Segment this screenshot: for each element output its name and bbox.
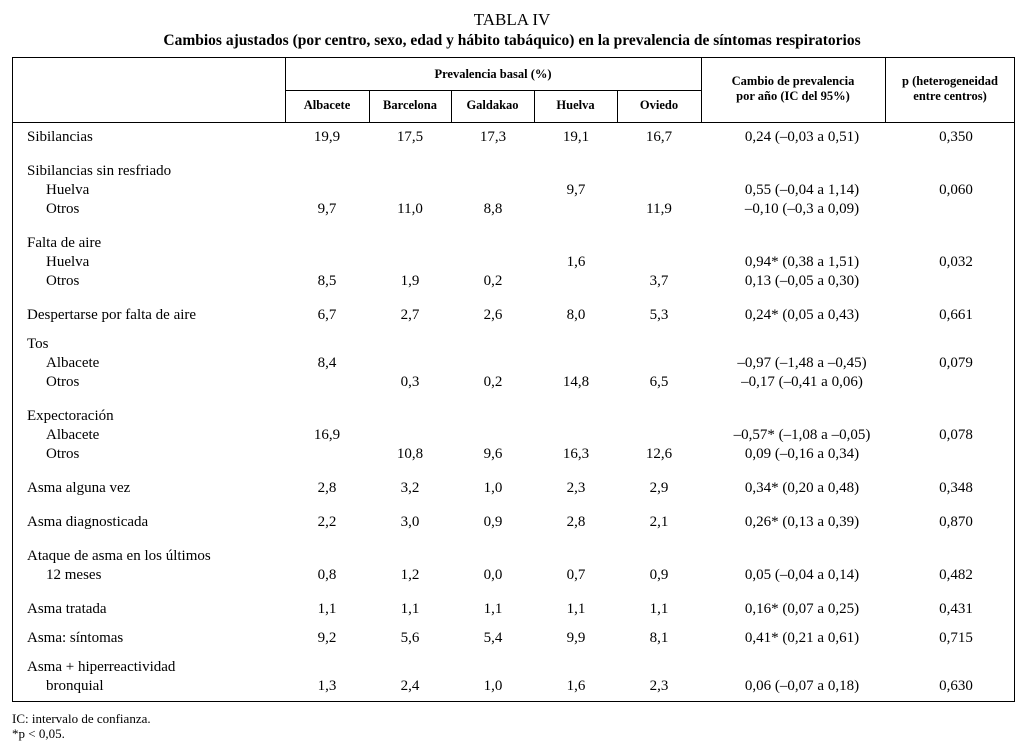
cell-change: –0,57* (–1,08 a –0,05) <box>733 427 871 443</box>
cell-huelva: 1,6 <box>566 254 586 270</box>
row-sublabel: Otros <box>46 201 80 217</box>
cell-p-value: 0,482 <box>939 567 973 583</box>
cell-barcelona: 3,2 <box>400 480 420 496</box>
cell-albacete: 8,4 <box>317 355 337 371</box>
cell-change: 0,24 (–0,03 a 0,51) <box>744 129 860 145</box>
cell-barcelona: 2,7 <box>400 307 420 323</box>
row-label: Asma tratada <box>27 601 107 617</box>
cell-albacete: 6,7 <box>317 307 337 323</box>
cell-change: 0,26* (0,13 a 0,39) <box>744 514 860 530</box>
header-galdakao: Galdakao <box>466 98 519 112</box>
header-p-line1: p (heterogeneidad <box>902 74 998 88</box>
cell-galdakao: 0,9 <box>483 514 503 530</box>
row-sublabel: bronquial <box>46 678 104 694</box>
cell-galdakao: 17,3 <box>479 129 507 145</box>
cell-oviedo: 12,6 <box>645 446 673 462</box>
cell-barcelona: 11,0 <box>397 201 423 217</box>
cell-barcelona: 17,5 <box>396 129 424 145</box>
row-label: Despertarse por falta de aire <box>27 307 197 323</box>
cell-change: 0,34* (0,20 a 0,48) <box>744 480 860 496</box>
cell-barcelona: 1,2 <box>400 567 420 583</box>
cell-barcelona: 1,1 <box>400 601 420 617</box>
footnote-p: *p < 0,05. <box>12 726 65 741</box>
cell-galdakao: 1,0 <box>483 480 503 496</box>
header-albacete: Albacete <box>303 98 351 112</box>
cell-galdakao: 0,2 <box>483 273 503 289</box>
cell-albacete: 0,8 <box>317 567 337 583</box>
cell-oviedo: 6,5 <box>649 374 669 390</box>
cell-p-value: 0,350 <box>939 129 973 145</box>
cell-albacete: 2,8 <box>317 480 337 496</box>
row-sublabel: Albacete <box>46 355 100 371</box>
cell-albacete: 9,7 <box>317 201 337 217</box>
cell-change: 0,09 (–0,16 a 0,34) <box>744 446 860 462</box>
cell-galdakao: 5,4 <box>483 630 503 646</box>
cell-albacete: 16,9 <box>313 427 341 443</box>
row-label: Asma diagnosticada <box>27 514 149 530</box>
row-sublabel: Huelva <box>46 182 90 198</box>
cell-p-value: 0,870 <box>939 514 973 530</box>
cell-p-value: 0,079 <box>939 355 973 371</box>
cell-oviedo: 11,9 <box>646 201 672 217</box>
cell-oviedo: 3,7 <box>649 273 669 289</box>
cell-p-value: 0,715 <box>939 630 973 646</box>
cell-albacete: 8,5 <box>317 273 337 289</box>
cell-huelva: 8,0 <box>566 307 586 323</box>
cell-huelva: 14,8 <box>562 374 590 390</box>
cell-huelva: 1,1 <box>566 601 586 617</box>
header-p-line2: entre centros) <box>913 89 987 103</box>
cell-change: –0,17 (–0,41 a 0,06) <box>741 374 863 390</box>
header-change-line1: Cambio de prevalencia <box>731 74 855 88</box>
cell-p-value: 0,078 <box>939 427 973 443</box>
cell-huelva: 1,6 <box>566 678 586 694</box>
cell-huelva: 2,8 <box>566 514 586 530</box>
table-subtitle: Cambios ajustados (por centro, sexo, edad y hábito tabáquico) en la prevalencia de síntomas respiratorios <box>163 32 861 49</box>
row-label: Expectoración <box>27 408 114 424</box>
footnote-ic: IC: intervalo de confianza. <box>12 711 151 726</box>
row-label: Sibilancias <box>27 129 93 145</box>
cell-oviedo: 1,1 <box>649 601 669 617</box>
cell-change: 0,13 (–0,05 a 0,30) <box>744 273 860 289</box>
cell-albacete: 19,9 <box>313 129 341 145</box>
row-label: Asma alguna vez <box>27 480 131 496</box>
row-sublabel: Otros <box>46 374 80 390</box>
cell-p-value: 0,630 <box>939 678 973 694</box>
cell-galdakao: 8,8 <box>483 201 503 217</box>
header-p <box>885 74 1015 104</box>
cell-change: 0,55 (–0,04 a 1,14) <box>744 182 860 198</box>
row-sublabel: Huelva <box>46 254 90 270</box>
cell-oviedo: 5,3 <box>649 307 669 323</box>
cell-galdakao: 1,1 <box>483 601 503 617</box>
cell-barcelona: 2,4 <box>400 678 420 694</box>
header-divider <box>285 90 701 91</box>
cell-galdakao: 0,2 <box>483 374 503 390</box>
cell-huelva: 16,3 <box>562 446 590 462</box>
cell-change: –0,10 (–0,3 a 0,09) <box>744 201 860 217</box>
header-oviedo: Oviedo <box>639 98 679 112</box>
cell-oviedo: 2,3 <box>649 678 669 694</box>
cell-oviedo: 2,9 <box>649 480 669 496</box>
row-sublabel: Otros <box>46 446 80 462</box>
header-barcelona: Barcelona <box>383 98 437 112</box>
row-sublabel: Otros <box>46 273 80 289</box>
cell-huelva: 19,1 <box>562 129 590 145</box>
header-group-prevalencia: Prevalencia basal (%) <box>434 67 552 81</box>
cell-albacete: 1,1 <box>317 601 337 617</box>
row-sublabel: Albacete <box>46 427 100 443</box>
data-table <box>12 57 1015 702</box>
cell-change: 0,94* (0,38 a 1,51) <box>744 254 860 270</box>
row-label: Falta de aire <box>27 235 102 251</box>
cell-p-value: 0,060 <box>939 182 973 198</box>
cell-huelva: 0,7 <box>566 567 586 583</box>
cell-huelva: 2,3 <box>566 480 586 496</box>
cell-barcelona: 10,8 <box>396 446 424 462</box>
cell-albacete: 2,2 <box>317 514 337 530</box>
cell-change: 0,06 (–0,07 a 0,18) <box>744 678 860 694</box>
cell-oviedo: 8,1 <box>649 630 669 646</box>
cell-barcelona: 1,9 <box>400 273 420 289</box>
header-change <box>701 74 885 104</box>
cell-albacete: 1,3 <box>317 678 337 694</box>
cell-change: 0,16* (0,07 a 0,25) <box>744 601 860 617</box>
cell-change: 0,41* (0,21 a 0,61) <box>744 630 860 646</box>
cell-galdakao: 0,0 <box>483 567 503 583</box>
row-label: Asma: síntomas <box>27 630 124 646</box>
cell-galdakao: 2,6 <box>483 307 503 323</box>
cell-change: –0,97 (–1,48 a –0,45) <box>737 355 867 371</box>
cell-p-value: 0,032 <box>939 254 973 270</box>
header-huelva: Huelva <box>556 98 595 112</box>
cell-galdakao: 9,6 <box>483 446 503 462</box>
cell-barcelona: 3,0 <box>400 514 420 530</box>
cell-barcelona: 0,3 <box>400 374 420 390</box>
cell-oviedo: 0,9 <box>649 567 669 583</box>
row-label: Tos <box>27 336 49 352</box>
cell-huelva: 9,7 <box>566 182 586 198</box>
header-bottom-rule <box>13 122 1014 123</box>
row-label: Sibilancias sin resfriado <box>27 163 172 179</box>
cell-p-value: 0,431 <box>939 601 973 617</box>
cell-oviedo: 16,7 <box>645 129 673 145</box>
row-label: Ataque de asma en los últimos <box>27 548 211 564</box>
row-sublabel: 12 meses <box>46 567 102 583</box>
cell-p-value: 0,661 <box>939 307 973 323</box>
cell-change: 0,05 (–0,04 a 0,14) <box>744 567 860 583</box>
cell-oviedo: 2,1 <box>649 514 669 530</box>
cell-galdakao: 1,0 <box>483 678 503 694</box>
cell-huelva: 9,9 <box>566 630 586 646</box>
row-label: Asma + hiperreactividad <box>27 659 176 675</box>
cell-albacete: 9,2 <box>317 630 337 646</box>
header-change-line2: por año (IC del 95%) <box>736 89 850 103</box>
table-title: TABLA IV <box>473 10 551 29</box>
cell-p-value: 0,348 <box>939 480 973 496</box>
cell-barcelona: 5,6 <box>400 630 420 646</box>
cell-change: 0,24* (0,05 a 0,43) <box>744 307 860 323</box>
